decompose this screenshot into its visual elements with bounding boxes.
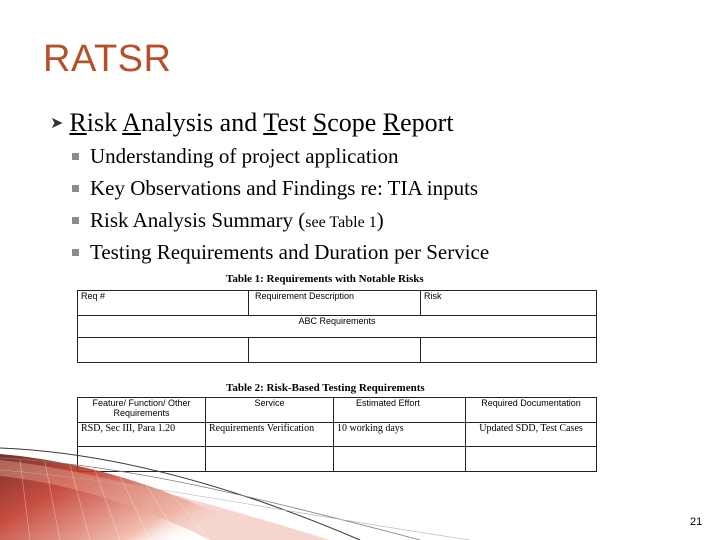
table1-header-description: Requirement Description	[249, 291, 421, 316]
table2-header-effort: Estimated Effort	[334, 398, 466, 423]
table1-cell	[78, 338, 249, 363]
sub-bullet	[72, 176, 478, 201]
table2-caption: Table 2: Risk-Based Testing Requirements	[226, 382, 425, 394]
table2-cell-effort: 10 working days	[334, 423, 466, 447]
main-bullet-text: nalysis and	[140, 108, 264, 137]
table2-cell-documentation: Updated SDD, Test Cases	[466, 423, 597, 447]
sub-bullet-text: Key Observations and Findings re: TIA inputs	[90, 176, 479, 200]
table2-header-service: Service	[206, 398, 334, 423]
sub-bullet-text: )	[376, 208, 384, 232]
table2-header-documentation: Required Documentation	[466, 398, 597, 423]
main-bullet	[50, 108, 454, 138]
sub-bullet	[72, 240, 489, 265]
decorative-swoosh	[0, 440, 500, 540]
main-bullet-initial: A	[122, 108, 141, 137]
table1-cell	[421, 338, 597, 363]
main-bullet-initial: R	[382, 108, 401, 137]
table2-header-feature: Feature/ Function/ Other Requirements	[78, 398, 206, 423]
slide-title: RATSR	[43, 38, 172, 80]
main-bullet-initial: S	[312, 108, 328, 137]
sub-bullet	[72, 208, 384, 233]
table1-header-risk: Risk	[421, 291, 597, 316]
sub-bullet-text: Testing Requirements and Duration per Service	[90, 240, 490, 264]
table1	[77, 290, 597, 363]
main-bullet-text: cope	[327, 108, 383, 137]
square-bullet-icon	[72, 185, 79, 192]
sub-bullet-text: Risk Analysis Summary (	[90, 208, 306, 232]
sub-bullet-text: Understanding of project application	[90, 144, 399, 168]
page-number: 21	[690, 516, 703, 528]
main-bullet-initial: T	[263, 108, 278, 137]
main-bullet-text: isk	[86, 108, 123, 137]
square-bullet-icon	[72, 217, 79, 224]
main-bullet-initial: R	[69, 108, 87, 137]
table1-caption: Table 1: Requirements with Notable Risks	[226, 273, 424, 285]
square-bullet-icon	[72, 153, 79, 160]
square-bullet-icon	[72, 249, 79, 256]
table1-header-req: Req #	[78, 291, 249, 316]
main-bullet-text: est	[277, 108, 313, 137]
arrow-bullet-icon: ➤	[50, 115, 64, 132]
table1-cell	[249, 338, 421, 363]
table1-section-label: ABC Requirements	[78, 316, 597, 338]
table-reference: see Table 1	[305, 214, 377, 231]
sub-bullet	[72, 144, 399, 169]
table2-cell-service: Requirements Verification	[206, 423, 334, 447]
table2-cell-feature: RSD, Sec III, Para 1.20	[78, 423, 206, 447]
main-bullet-text: eport	[400, 108, 454, 137]
